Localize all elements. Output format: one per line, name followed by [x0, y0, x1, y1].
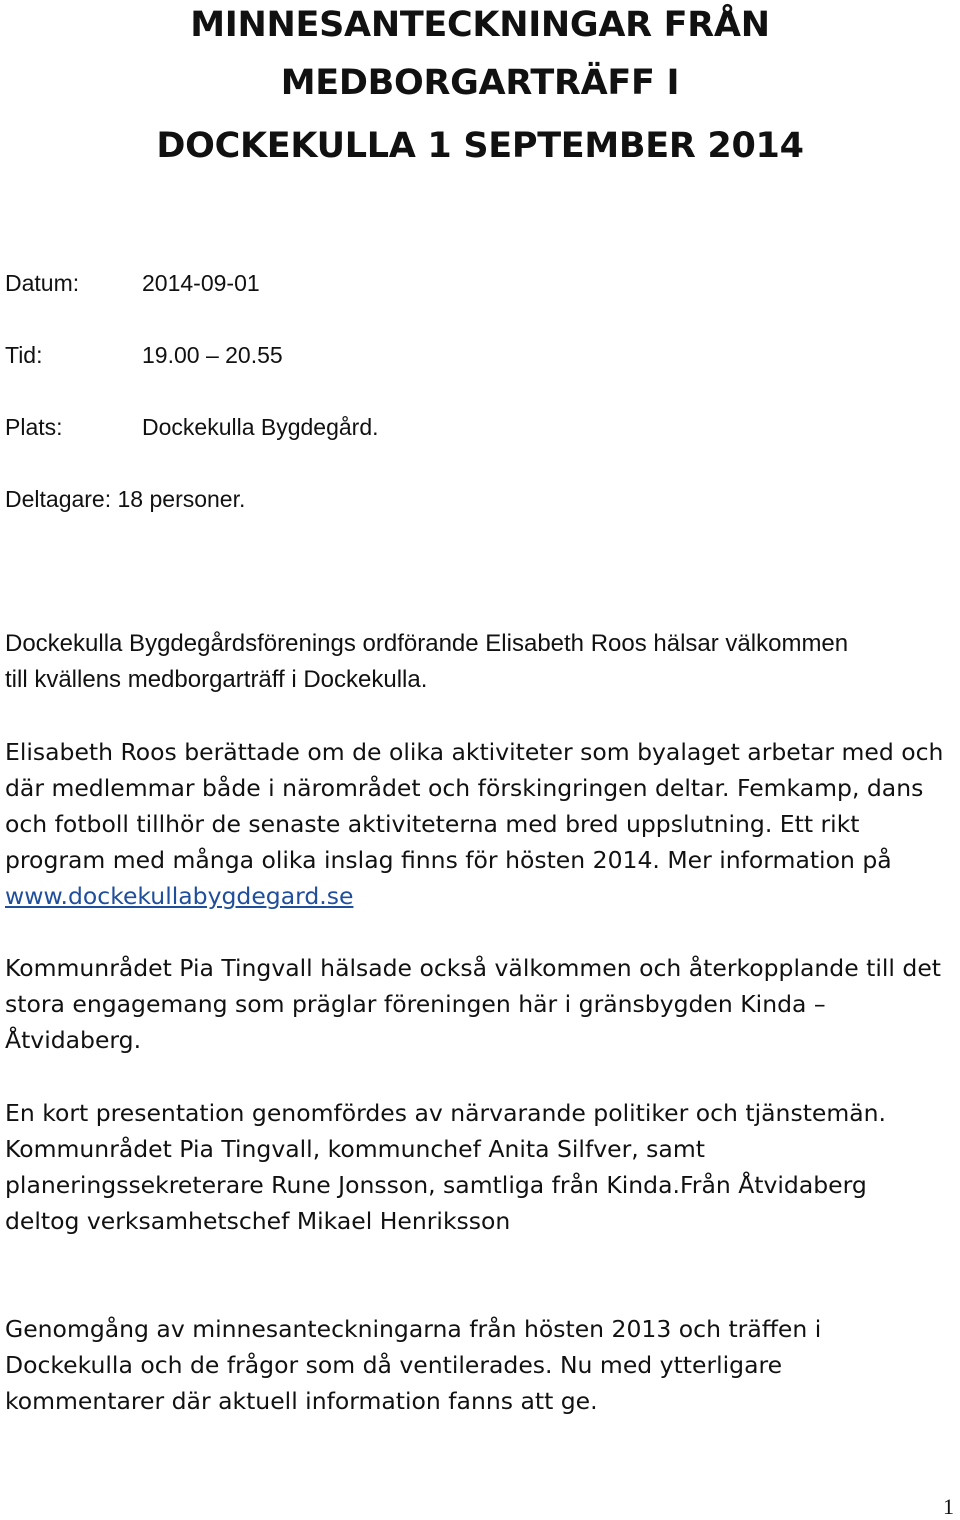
title-line-3: DOCKEKULLA 1 SEPTEMBER 2014: [156, 126, 804, 166]
place-label: Plats:: [5, 414, 63, 440]
paragraph-line: deltog verksamhetschef Mikael Henriksson: [5, 1207, 511, 1235]
paragraph-line: Dockekulla Bygdegårdsförenings ordförande Elisabeth Roos hälsar välkommen: [5, 630, 849, 657]
website-link[interactable]: www.dockekullabygdegard.se: [5, 882, 354, 910]
paragraph-line: Åtvidaberg.: [5, 1026, 142, 1054]
paragraph-presentation: [5, 1095, 960, 1239]
paragraph-line: och fotboll tillhör de senaste aktiviteterna med bred uppslutning. Ett rikt: [5, 810, 860, 838]
meta-time: [5, 344, 283, 367]
title-line-2: MEDBORGARTRÄFF I: [280, 63, 680, 103]
meta-place: [5, 416, 379, 439]
place-value: Dockekulla Bygdegård.: [142, 414, 379, 440]
paragraph-kommunradet: [5, 950, 960, 1058]
paragraph-activities: [5, 734, 960, 914]
date-label: Datum:: [5, 270, 80, 296]
date-value: 2014-09-01: [142, 270, 260, 296]
paragraph-line: stora engagemang som präglar föreningen här i gränsbygden Kinda –: [5, 990, 826, 1018]
paragraph-line: till kvällens medborgarträff i Dockekulla.: [5, 666, 428, 693]
paragraph-line: program med många olika inslag finns för hösten 2014. Mer information på: [5, 846, 892, 874]
paragraph-line: Kommunrådet Pia Tingvall hälsade också välkommen och återkopplande till det: [5, 954, 942, 982]
paragraph-line: kommentarer där aktuell information fanns att ge.: [5, 1387, 598, 1415]
paragraph-line: Kommunrådet Pia Tingvall, kommunchef Anita Silfver, samt: [5, 1135, 705, 1163]
paragraph-line: Elisabeth Roos berättade om de olika aktiviteter som byalaget arbetar med och: [5, 738, 944, 766]
paragraph-line: En kort presentation genomfördes av närvarande politiker och tjänstemän.: [5, 1099, 887, 1127]
title-line-1: MINNESANTECKNINGAR FRÅN: [190, 5, 770, 45]
paragraph-review: [5, 1311, 960, 1419]
time-label: Tid:: [5, 342, 43, 368]
paragraph-line: där medlemmar både i närområdet och förskingringen deltar. Femkamp, dans: [5, 774, 924, 802]
paragraph-line: planeringssekreterare Rune Jonsson, samtliga från Kinda.Från Åtvidaberg: [5, 1171, 867, 1199]
page-number: 1: [943, 1494, 954, 1519]
time-value: 19.00 – 20.55: [142, 342, 283, 368]
meta-date: [5, 272, 260, 295]
paragraph-line: Genomgång av minnesanteckningarna från hösten 2013 och träffen i: [5, 1315, 822, 1343]
paragraph-welcome: [5, 626, 960, 698]
meta-participants: Deltagare: 18 personer.: [5, 486, 246, 512]
paragraph-line: Dockekulla och de frågor som då ventilerades. Nu med ytterligare: [5, 1351, 783, 1379]
